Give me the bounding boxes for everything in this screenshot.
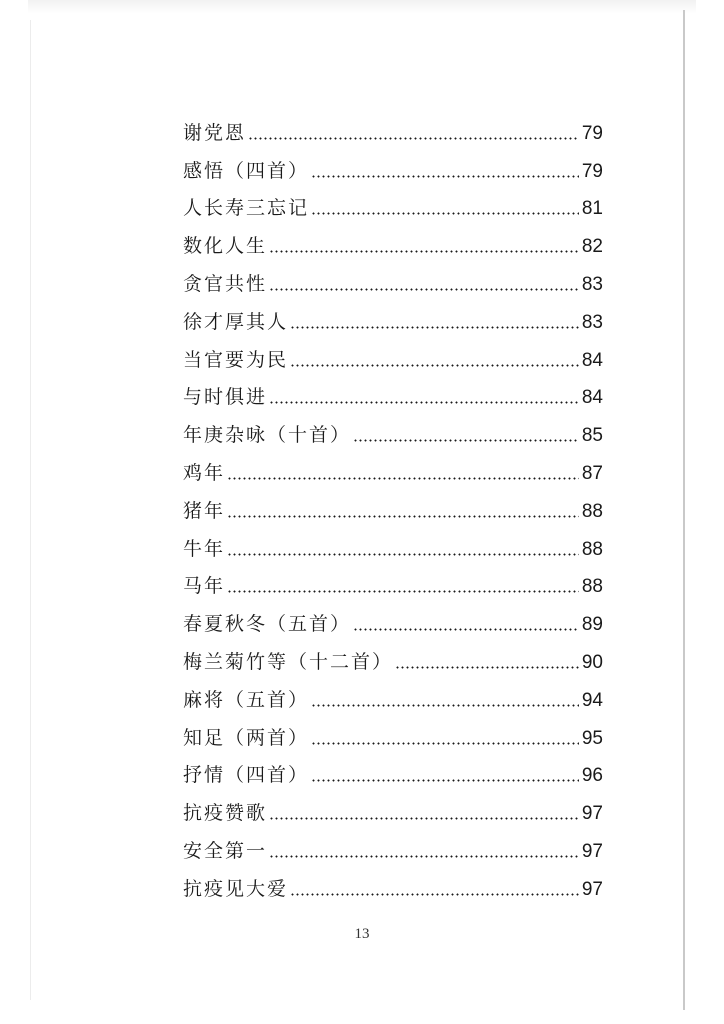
dot-leader — [227, 477, 579, 480]
toc-entry-page-number: 88 — [581, 576, 603, 598]
toc-entry-title: 抗疫赞歌 — [183, 802, 268, 825]
toc-entry-page-number: 81 — [581, 198, 603, 220]
toc-entry[interactable] — [183, 637, 603, 675]
toc-entry-title: 知足（两首） — [183, 726, 310, 749]
toc-entry-page-number: 84 — [581, 387, 603, 409]
toc-entry-title: 与时俱进 — [183, 386, 268, 409]
toc-entry-page-number: 94 — [581, 689, 603, 711]
dot-leader — [290, 893, 579, 896]
toc-entry-page-number: 84 — [581, 349, 603, 371]
toc-entry[interactable] — [183, 335, 603, 373]
toc-entry[interactable] — [183, 410, 603, 448]
dot-leader — [269, 817, 579, 820]
toc-entry[interactable] — [183, 184, 603, 222]
toc-entry-title: 贪官共性 — [183, 272, 268, 295]
toc-entry[interactable] — [183, 562, 603, 600]
toc-entry-page-number: 90 — [581, 651, 603, 673]
toc-entry-title: 鸡年 — [183, 461, 226, 484]
toc-entry[interactable] — [183, 373, 603, 411]
dot-leader — [353, 628, 579, 631]
toc-entry-page-number: 82 — [581, 236, 603, 258]
toc-entry-title: 谢党恩 — [183, 121, 247, 144]
dot-leader — [269, 855, 579, 858]
dot-leader — [311, 175, 579, 178]
toc-entry[interactable] — [183, 448, 603, 486]
toc-entry[interactable] — [183, 221, 603, 259]
toc-entry-page-number: 79 — [581, 160, 603, 182]
toc-entry-page-number: 88 — [581, 500, 603, 522]
toc-entry-page-number: 96 — [581, 765, 603, 787]
toc-entry-title: 春夏秋冬（五首） — [183, 613, 352, 636]
dot-leader — [311, 212, 579, 215]
toc-entry-page-number: 79 — [581, 122, 603, 144]
toc-entry-title: 麻将（五首） — [183, 688, 310, 711]
toc-entry-title: 牛年 — [183, 537, 226, 560]
toc-entry-page-number: 87 — [581, 462, 603, 484]
toc-entry[interactable] — [183, 751, 603, 789]
toc-entry-title: 马年 — [183, 575, 226, 598]
toc-entry[interactable] — [183, 599, 603, 637]
toc-entry-title: 感悟（四首） — [183, 159, 310, 182]
toc-entry-page-number: 97 — [581, 803, 603, 825]
dot-leader — [311, 742, 579, 745]
toc-entry-title: 猪年 — [183, 499, 226, 522]
dot-leader — [290, 364, 579, 367]
dot-leader — [227, 590, 579, 593]
toc-entry-title: 数化人生 — [183, 235, 268, 258]
toc-entry-title: 人长寿三忘记 — [183, 197, 310, 220]
dot-leader — [248, 137, 579, 140]
toc-entry-page-number: 83 — [581, 311, 603, 333]
toc-entry[interactable] — [183, 524, 603, 562]
dot-leader — [353, 439, 579, 442]
dot-leader — [311, 704, 579, 707]
toc-entry-page-number: 95 — [581, 727, 603, 749]
toc-entry-title: 当官要为民 — [183, 348, 289, 371]
toc-entry[interactable] — [183, 788, 603, 826]
dot-leader — [269, 250, 579, 253]
toc-entry[interactable] — [183, 259, 603, 297]
scan-edge-left — [30, 20, 31, 1000]
dot-leader — [311, 779, 579, 782]
dot-leader — [269, 288, 579, 291]
toc-entry-page-number: 97 — [581, 840, 603, 862]
scan-edge-top — [28, 0, 696, 14]
toc-entry[interactable] — [183, 297, 603, 335]
page-number: 13 — [354, 926, 370, 942]
toc-entry[interactable] — [183, 146, 603, 184]
dot-leader — [395, 666, 579, 669]
toc-entry[interactable] — [183, 864, 603, 902]
toc-entry-page-number: 83 — [581, 273, 603, 295]
toc-entry[interactable] — [183, 108, 603, 146]
dot-leader — [290, 326, 579, 329]
toc-entry-title: 年庚杂咏（十首） — [183, 424, 352, 447]
toc-entry-page-number: 88 — [581, 538, 603, 560]
toc-entry-title: 抒情（四首） — [183, 764, 310, 787]
dot-leader — [227, 515, 579, 518]
toc-entry-page-number: 97 — [581, 878, 603, 900]
dot-leader — [227, 553, 579, 556]
toc-entry[interactable] — [183, 675, 603, 713]
toc-entry-page-number: 89 — [581, 614, 603, 636]
toc-entry-title: 安全第一 — [183, 839, 268, 862]
toc-entry-title: 徐才厚其人 — [183, 310, 289, 333]
toc-entry[interactable] — [183, 713, 603, 751]
scan-edge-right — [683, 10, 685, 1010]
dot-leader — [269, 401, 579, 404]
table-of-contents — [183, 108, 603, 902]
toc-entry-title: 梅兰菊竹等（十二首） — [183, 650, 394, 673]
toc-entry[interactable] — [183, 826, 603, 864]
toc-entry[interactable] — [183, 486, 603, 524]
toc-entry-page-number: 85 — [581, 425, 603, 447]
toc-entry-title: 抗疫见大爱 — [183, 877, 289, 900]
